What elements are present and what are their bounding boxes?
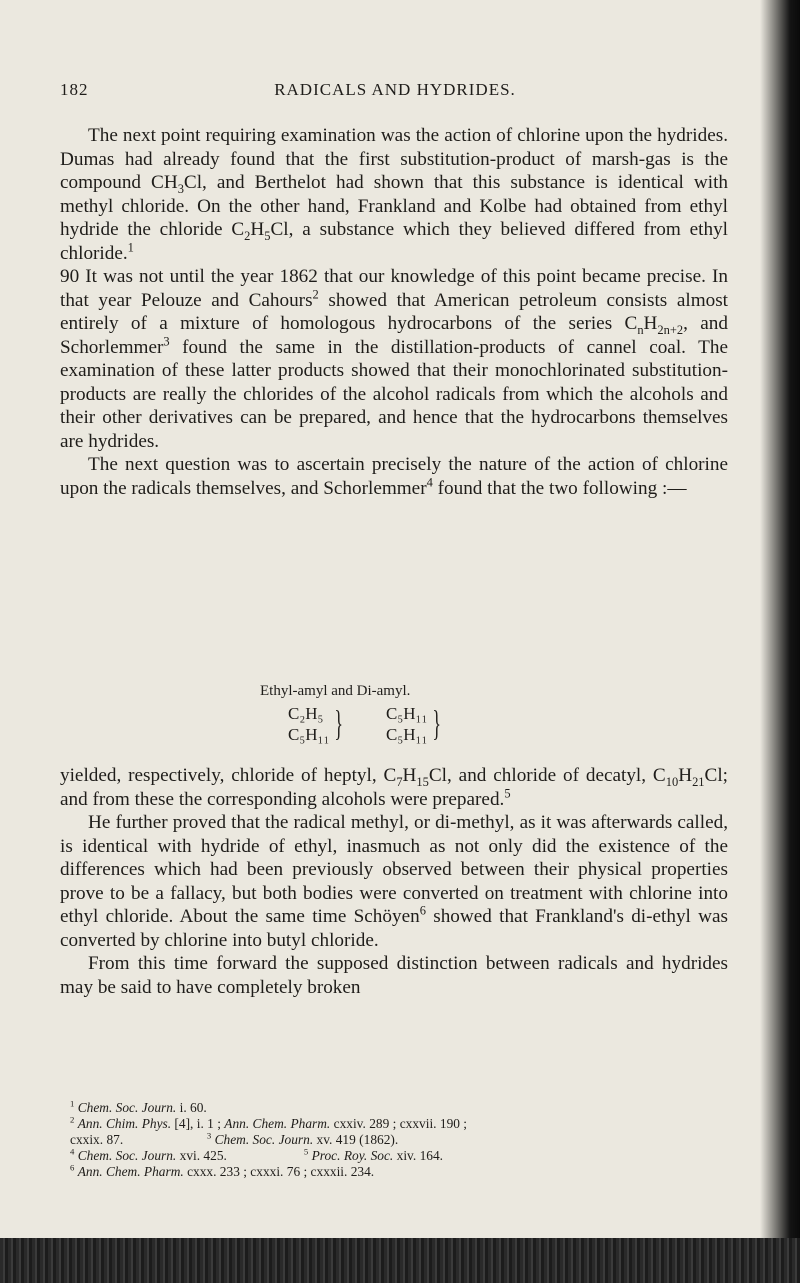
footnotes xyxy=(70,1100,730,1180)
book-spine-shadow xyxy=(760,0,800,1283)
footnote-ref-1: 1 xyxy=(127,240,134,255)
margin-number: 90 xyxy=(60,266,80,287)
footnote-2-3: cxxix. 87. $^3$ Chem. Soc. Journ. xv. 419 (1862). xyxy=(70,1130,399,1147)
footnote-4-5: $^4$ Chem. Soc. Journ. xvi. 425. $^5$ Proc. Roy. Soc. xiv. 164. xyxy=(70,1146,443,1163)
footnote-ref-5: 5 xyxy=(504,786,511,801)
ethyl-amyl-formula: C₂H₅ C₅H₁₁ xyxy=(288,704,330,744)
brace-icon: } xyxy=(432,703,441,743)
footnote-2: $^2$ Ann. Chim. Phys. [4], i. 1 ; Ann. Chem. Pharm. cxxiv. 289 ; cxxvii. 190 ; xyxy=(70,1114,468,1131)
di-amyl-formula: C₅H₁₁ C₅H₁₁ xyxy=(386,704,428,744)
running-title: RADICALS AND HYDRIDES. xyxy=(274,80,516,99)
footnote-ref-6: 6 xyxy=(419,903,426,918)
paragraph-6: From this time forward the supposed distinction between radicals and hydrides may be said to have completely broken xyxy=(60,953,728,998)
paragraph-4: yielded, respectively, chloride of heptyl, $C_7H_{15}Cl$, and chloride of decatyl, $C_{10}H_{21}Cl$; and from these the corresponding alcohols were prepared.$^5$ xyxy=(60,765,728,810)
footnote-ref-3: 3 xyxy=(163,334,170,349)
paragraph-2: 90 It was not until the year 1862 that our knowledge of this point became precise. In that year Pelouze and Cahours$^2$ showed that American petroleum consists almost entirely of a mixture of homologous hydrocarbons of the series $C_nH_{2n+2}$, and Schorlemmer$^3$ found the same in the distillation-products of cannel coal. The examination of these latter products showed that their monochlorinated substitution-products are really the chlorides of the alcohol radicals from which the alcohols and their other derivatives can be prepared, and hence that the hydrocarbons themselves are hydrides. xyxy=(60,266,729,452)
footnote-1: $^1$ Chem. Soc. Journ. i. 60. xyxy=(70,1098,207,1115)
scan-bottom-edge xyxy=(0,1238,800,1283)
main-text-upper xyxy=(60,124,728,500)
footnote-ref-2: 2 xyxy=(312,287,319,302)
paragraph-1: The next point requiring examination was the action of chlorine upon the hydrides. Dumas had already found that the first substitution-product of marsh-gas is the compound $CH_3Cl$, and Berthelot had shown that this substance is identical with methyl chloride. On the other hand, Frankland and Kolbe had obtained from ethyl hydride the chloride $C_2H_5Cl$, a substance which they believed differed from ethyl chloride.$^1$ xyxy=(60,125,729,264)
footnote-ref-4: 4 xyxy=(426,475,433,490)
paragraph-3: The next question was to ascertain precisely the nature of the action of chlorine upon the radicals themselves, and Schorlemmer$^4$ found that the two following :— xyxy=(60,454,728,499)
formula-block xyxy=(260,683,520,753)
formula-heading: Ethyl-amyl and Di-amyl. xyxy=(260,683,411,699)
running-header xyxy=(60,80,730,104)
main-text-lower xyxy=(60,764,728,999)
paragraph-5: He further proved that the radical methyl, or di-methyl, as it was afterwards called, is identical with hydride of ethyl, inasmuch as not only did the existence of the differences which had been previously observed between their physical properties prove to be a fallacy, but both bodies were converted on treatment with chlorine into ethyl chloride. About the same time Schöyen$^6$ showed that Frankland's di-ethyl was converted by chlorine into butyl chloride. xyxy=(60,812,729,951)
brace-icon: } xyxy=(334,703,343,743)
footnote-6: $^6$ Ann. Chem. Pharm. cxxx. 233 ; cxxxi. 76 ; cxxxii. 234. xyxy=(70,1162,375,1179)
page-number: 182 xyxy=(60,80,89,99)
